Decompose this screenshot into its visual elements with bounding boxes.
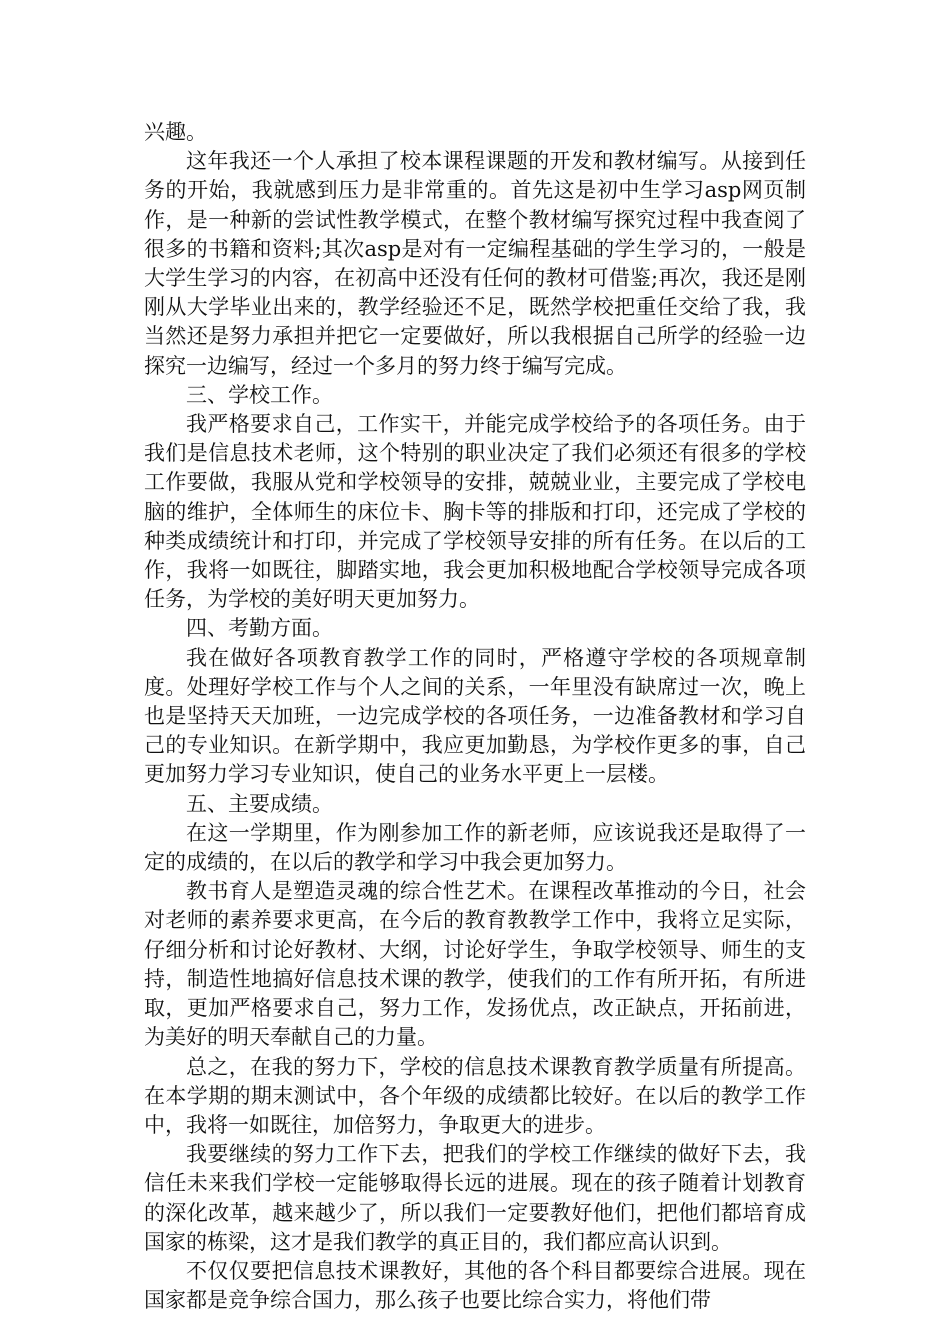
paragraph-summary: 总之，在我的努力下，学校的信息技术课教育教学质量有所提高。在本学期的期末测试中，各个年级的成绩都比较好。在以后的教学工作中，我将一如既往，加倍努力，争取更大的进步。 <box>144 1054 806 1137</box>
paragraph-school-work: 我严格要求自己，工作实干，并能完成学校给予的各项任务。由于我们是信息技术老师，这个特别的职业决定了我们必须还有很多的学校工作要做，我服从党和学校领导的安排，兢兢业业，主要完成了学校电脑的维护，全体师生的床位卡、胸卡等的排版和打印，还完成了学校的种类成绩统计和打印，并完成了学校领导安排的所有任务。在以后的工作，我将一如既往，脚踏实地，我会更加积极地配合学校领导完成各项任务，为学校的美好明天更加努力。 <box>144 412 806 612</box>
document-body <box>144 118 806 1315</box>
paragraph-continuation: 兴趣。 <box>144 120 207 144</box>
section-heading-achievements: 五、主要成绩。 <box>186 791 333 816</box>
section-heading-school-work: 三、学校工作。 <box>186 382 333 407</box>
section-heading-attendance: 四、考勤方面。 <box>186 616 333 641</box>
paragraph-attendance: 我在做好各项教育教学工作的同时，严格遵守学校的各项规章制度。处理好学校工作与个人之间的关系，一年里没有缺席过一次，晚上也是坚持天天加班，一边完成学校的各项任务，一边准备教材和学习自己的专业知识。在新学期中，我应更加勤恳，为学校作更多的事，自己更加努力学习专业知识，使自己的业务水平更上一层楼。 <box>144 645 806 787</box>
paragraph-teaching-art: 教书育人是塑造灵魂的综合性艺术。在课程改革推动的今日，社会对老师的素养要求更高，在今后的教育教教学工作中，我将立足实际，仔细分析和讨论好教材、大纲，讨论好学生，争取学校领导、师生的支持，制造性地搞好信息技术课的教学，使我们的工作有所开拓，有所进取，更加严格要求自己，努力工作，发扬优点，改正缺点，开拓前进，为美好的明天奉献自己的力量。 <box>144 879 806 1050</box>
paragraph-course-development: 这年我还一个人承担了校本课程课题的开发和教材编写。从接到任务的开始，我就感到压力是非常重的。首先这是初中生学习asp网页制作，是一种新的尝试性教学模式，在整个教材编写探究过程中我查阅了很多的书籍和资料;其次asp是对有一定编程基础的学生学习的，一般是大学生学习的内容，在初高中还没有任何的教材可借鉴;再次，我还是刚刚从大学毕业出来的，教学经验还不足，既然学校把重任交给了我，我当然还是努力承担并把它一定要做好，所以我根据自己所学的经验一边探究一边编写，经过一个多月的努力终于编写完成。 <box>144 149 806 378</box>
paragraph-comprehensive: 不仅仅要把信息技术课教好，其他的各个科目都要综合进展。现在国家都是竞争综合国力，那么孩子也要比综合实力，将他们带 <box>144 1258 806 1313</box>
paragraph-future: 我要继续的努力工作下去，把我们的学校工作继续的做好下去，我信任未来我们学校一定能够取得长远的进展。现在的孩子随着计划教育的深化改革，越来越少了，所以我们一定要教好他们，把他们都培育成国家的栋梁，这才是我们教学的真正目的，我们都应高认识到。 <box>144 1142 806 1254</box>
paragraph-achievements: 在这一学期里，作为刚参加工作的新老师，应该说我还是取得了一定的成绩的，在以后的教学和学习中我会更加努力。 <box>144 820 806 875</box>
